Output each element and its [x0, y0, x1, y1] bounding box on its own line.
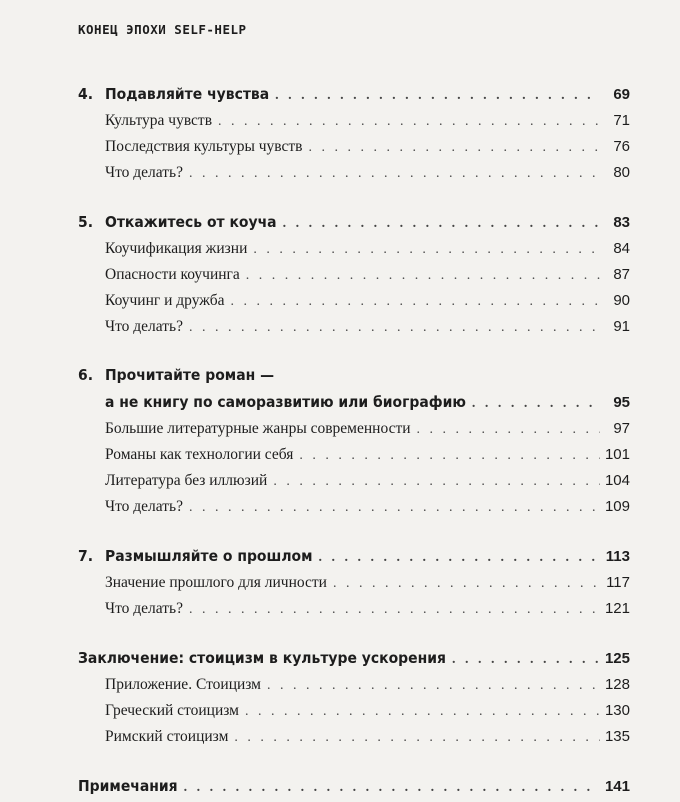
- page-number: 95: [613, 394, 630, 411]
- dot-leader: [246, 263, 600, 289]
- chapter-title-line-1: Прочитайте роман —: [105, 366, 275, 384]
- section-title: Культура чувств: [105, 112, 213, 129]
- dot-leader: [218, 109, 600, 135]
- toc-section[interactable]: [78, 672, 630, 698]
- page-number: 80: [613, 164, 630, 181]
- dot-leader: [253, 237, 600, 263]
- dot-leader: [267, 673, 600, 699]
- section-title: Что делать?: [105, 318, 183, 335]
- toc-section[interactable]: [78, 416, 630, 442]
- chapter-title-line-2: а не книгу по саморазвитию или биографию: [105, 393, 466, 411]
- dot-leader: [189, 161, 600, 187]
- section-title: Последствия культуры чувств: [105, 138, 303, 155]
- dot-leader: [417, 417, 600, 443]
- toc-conclusion[interactable]: [78, 644, 630, 672]
- section-title: Значение прошлого для личности: [105, 574, 327, 591]
- chapter-number: 5.: [78, 213, 94, 231]
- toc-section[interactable]: [78, 442, 630, 468]
- toc-section[interactable]: [78, 262, 630, 288]
- dot-leader: [189, 315, 600, 341]
- dot-leader: [231, 289, 600, 315]
- toc-section[interactable]: [78, 236, 630, 262]
- section-title: Что делать?: [105, 498, 183, 515]
- running-head: КОНЕЦ ЭПОХИ SELF-HELP: [78, 22, 247, 37]
- page-number: 97: [613, 420, 630, 437]
- chapter-number: 4.: [78, 85, 94, 103]
- section-title: Литература без иллюзий: [105, 472, 268, 489]
- section-title: Что делать?: [105, 600, 183, 617]
- page-number: 76: [613, 138, 630, 155]
- section-title: Романы как технологии себя: [105, 446, 294, 463]
- chapter-title: Размышляйте о прошлом: [105, 547, 313, 565]
- toc-chapter-5[interactable]: [78, 208, 630, 236]
- dot-leader: [333, 571, 600, 597]
- page-number: 128: [604, 676, 630, 693]
- page-number: 87: [613, 266, 630, 283]
- chapter-title: Заключение: стоицизм в культуре ускорения: [78, 649, 446, 667]
- section-title: Большие литературные жанры современности: [105, 420, 411, 437]
- toc-section[interactable]: [78, 288, 630, 314]
- chapter-title: Примечания: [78, 777, 178, 795]
- toc-section[interactable]: [78, 596, 630, 622]
- page-number: 84: [613, 240, 630, 257]
- toc-section[interactable]: [78, 724, 630, 750]
- dot-leader: [308, 135, 600, 161]
- dot-leader: [234, 725, 600, 751]
- dot-leader: [184, 774, 600, 802]
- chapter-title: Откажитесь от коуча: [105, 213, 277, 231]
- toc-notes[interactable]: [78, 772, 630, 800]
- toc-section[interactable]: [78, 134, 630, 160]
- page-number: 91: [613, 318, 630, 335]
- section-title: Греческий стоицизм: [105, 702, 239, 719]
- dot-leader: [273, 469, 600, 495]
- toc-section[interactable]: [78, 698, 630, 724]
- page-number: 113: [605, 548, 630, 565]
- page-number: 130: [604, 702, 630, 719]
- toc-chapter-4[interactable]: [78, 80, 630, 108]
- toc-section[interactable]: [78, 108, 630, 134]
- page-number: 125: [604, 650, 630, 667]
- dot-leader: [275, 82, 600, 110]
- section-title: Опасности коучинга: [105, 266, 240, 283]
- page-number: 69: [613, 86, 630, 103]
- chapter-number: 7.: [78, 547, 94, 565]
- page-number: 104: [604, 472, 630, 489]
- section-title: Что делать?: [105, 164, 183, 181]
- dot-leader: [283, 210, 600, 238]
- section-title: Римский стоицизм: [105, 728, 229, 745]
- dot-leader: [245, 699, 600, 725]
- page-number: 121: [604, 600, 630, 617]
- table-of-contents: [78, 80, 630, 800]
- dot-leader: [189, 495, 600, 521]
- section-title: Приложение. Стоицизм: [105, 676, 261, 693]
- toc-chapter-6-line-2[interactable]: [78, 388, 630, 416]
- dot-leader: [299, 443, 600, 469]
- toc-section[interactable]: [78, 468, 630, 494]
- chapter-title: Подавляйте чувства: [105, 85, 270, 103]
- toc-chapter-6-line-1[interactable]: [78, 362, 630, 388]
- page-number: 83: [613, 214, 630, 231]
- page-number: 109: [604, 498, 630, 515]
- toc-section[interactable]: [78, 160, 630, 186]
- chapter-number: 6.: [78, 366, 94, 384]
- toc-chapter-7[interactable]: [78, 542, 630, 570]
- page-number: 90: [613, 292, 630, 309]
- page-number: 117: [606, 574, 630, 591]
- dot-leader: [319, 544, 600, 572]
- toc-section[interactable]: [78, 570, 630, 596]
- dot-leader: [472, 390, 600, 418]
- dot-leader: [452, 646, 600, 674]
- page-number: 101: [604, 446, 630, 463]
- toc-section[interactable]: [78, 314, 630, 340]
- page-number: 71: [613, 112, 630, 129]
- dot-leader: [189, 597, 600, 623]
- toc-section[interactable]: [78, 494, 630, 520]
- section-title: Коучинг и дружба: [105, 292, 225, 309]
- page-number: 141: [604, 778, 630, 795]
- page-number: 135: [604, 728, 630, 745]
- section-title: Коучификация жизни: [105, 240, 248, 257]
